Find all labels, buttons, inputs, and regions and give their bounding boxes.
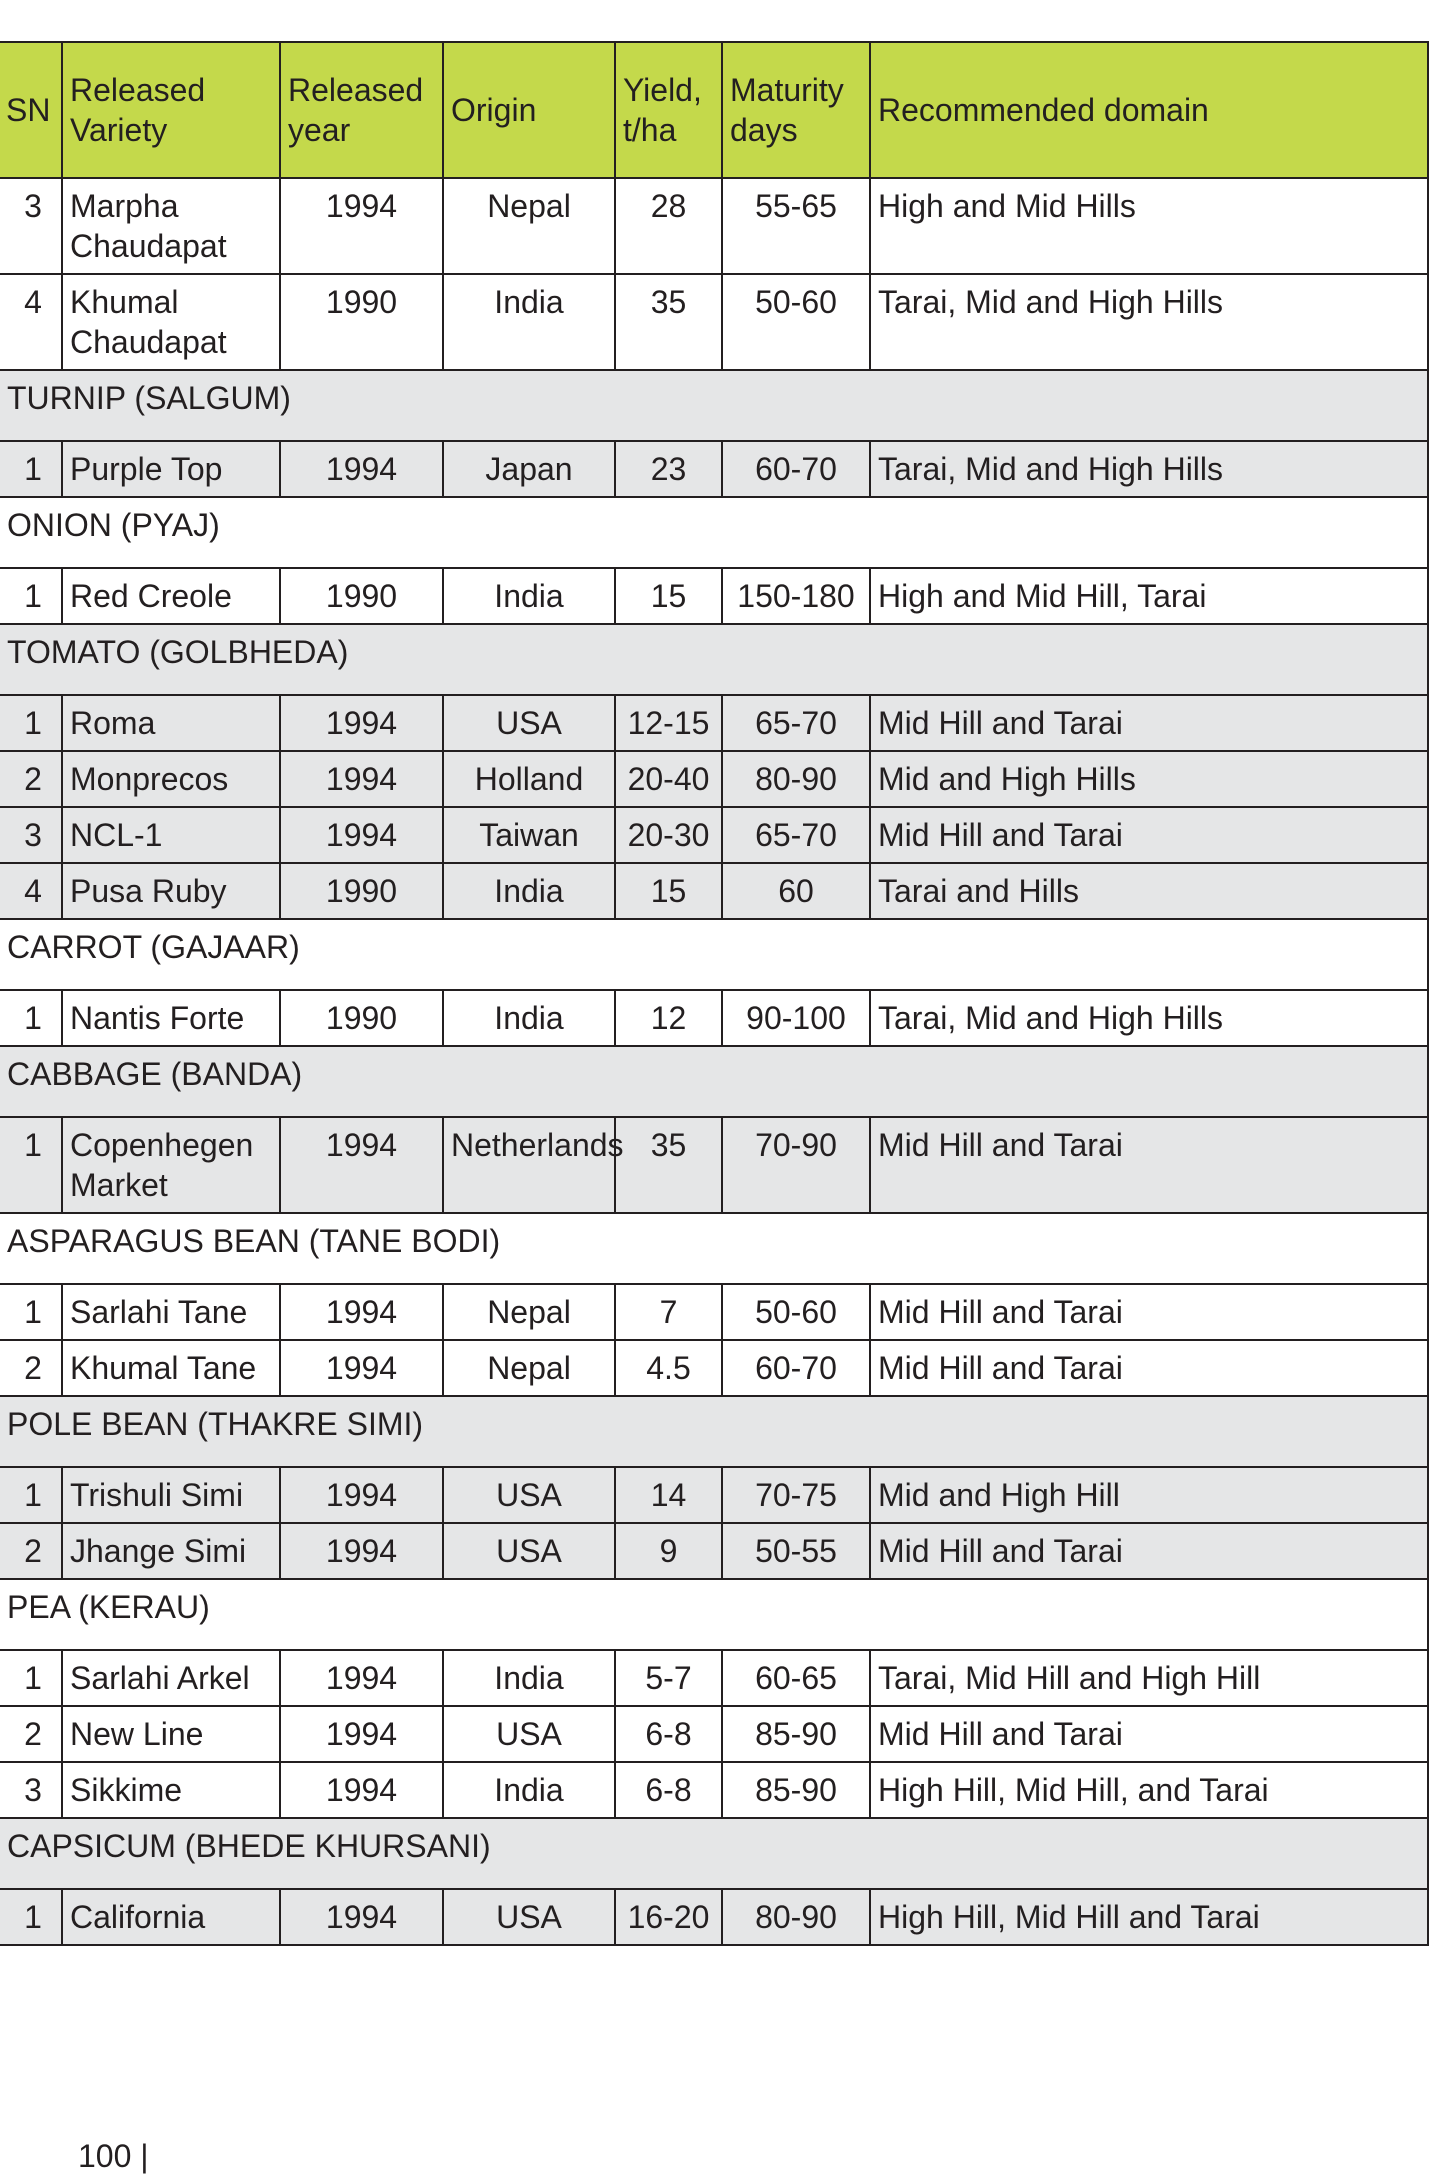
table-row xyxy=(0,1889,1428,1945)
cell-variety: New Line xyxy=(62,1706,280,1762)
crop-section-title: ONION (PYAJ) xyxy=(0,497,1428,568)
cell-maturity: 85-90 xyxy=(722,1706,870,1762)
cell-origin: India xyxy=(443,568,615,624)
cell-domain: Mid Hill and Tarai xyxy=(870,807,1428,863)
cell-sn: 4 xyxy=(0,274,62,370)
cell-year: 1990 xyxy=(280,274,443,370)
table-row xyxy=(0,178,1428,274)
table-row xyxy=(0,274,1428,370)
cell-yield: 15 xyxy=(615,568,722,624)
table-row xyxy=(0,1467,1428,1523)
cell-sn: 1 xyxy=(0,990,62,1046)
cell-yield: 20-40 xyxy=(615,751,722,807)
table-row xyxy=(0,990,1428,1046)
header-row xyxy=(0,42,1428,178)
cell-maturity: 55-65 xyxy=(722,178,870,274)
crop-section-title: CARROT (GAJAAR) xyxy=(0,919,1428,990)
cell-sn: 1 xyxy=(0,1650,62,1706)
cell-maturity: 90-100 xyxy=(722,990,870,1046)
cell-maturity: 70-75 xyxy=(722,1467,870,1523)
crop-section-title: CABBAGE (BANDA) xyxy=(0,1046,1428,1117)
cell-variety: Sarlahi Tane xyxy=(62,1284,280,1340)
cell-year: 1994 xyxy=(280,1340,443,1396)
cell-year: 1994 xyxy=(280,1284,443,1340)
cell-origin: India xyxy=(443,863,615,919)
cell-domain: Mid Hill and Tarai xyxy=(870,1117,1428,1213)
cell-origin: Holland xyxy=(443,751,615,807)
table-row xyxy=(0,1523,1428,1579)
cell-maturity: 50-60 xyxy=(722,1284,870,1340)
crop-section-title: TURNIP (SALGUM) xyxy=(0,370,1428,441)
cell-origin: USA xyxy=(443,1889,615,1945)
cell-sn: 1 xyxy=(0,1117,62,1213)
table-row xyxy=(0,863,1428,919)
table-body xyxy=(0,178,1428,1945)
cell-year: 1994 xyxy=(280,807,443,863)
cell-year: 1994 xyxy=(280,1467,443,1523)
header-yield: Yield, t/ha xyxy=(615,42,722,178)
cell-variety: Khumal Tane xyxy=(62,1340,280,1396)
cell-maturity: 80-90 xyxy=(722,751,870,807)
crop-section-title: ASPARAGUS BEAN (TANE BODI) xyxy=(0,1213,1428,1284)
page-number: 100 | xyxy=(78,2138,149,2174)
cell-yield: 23 xyxy=(615,441,722,497)
cell-year: 1994 xyxy=(280,1650,443,1706)
header-sn: SN xyxy=(0,42,62,178)
cell-yield: 16-20 xyxy=(615,1889,722,1945)
cell-domain: Mid Hill and Tarai xyxy=(870,695,1428,751)
cell-maturity: 60 xyxy=(722,863,870,919)
cell-year: 1994 xyxy=(280,1706,443,1762)
cell-sn: 1 xyxy=(0,441,62,497)
cell-sn: 2 xyxy=(0,1706,62,1762)
crop-section-title: POLE BEAN (THAKRE SIMI) xyxy=(0,1396,1428,1467)
cell-year: 1994 xyxy=(280,695,443,751)
crop-section-row xyxy=(0,1046,1428,1117)
cell-domain: Tarai, Mid and High Hills xyxy=(870,990,1428,1046)
header-variety: Released Variety xyxy=(62,42,280,178)
cell-yield: 15 xyxy=(615,863,722,919)
cell-variety: Trishuli Simi xyxy=(62,1467,280,1523)
header-domain: Recommended domain xyxy=(870,42,1428,178)
crop-section-row xyxy=(0,1213,1428,1284)
cell-yield: 28 xyxy=(615,178,722,274)
variety-table xyxy=(0,41,1429,1946)
cell-yield: 14 xyxy=(615,1467,722,1523)
cell-origin: India xyxy=(443,1650,615,1706)
cell-sn: 4 xyxy=(0,863,62,919)
cell-maturity: 65-70 xyxy=(722,695,870,751)
cell-year: 1994 xyxy=(280,441,443,497)
cell-sn: 2 xyxy=(0,751,62,807)
cell-yield: 35 xyxy=(615,274,722,370)
cell-variety: Khumal Chaudapat xyxy=(62,274,280,370)
cell-sn: 3 xyxy=(0,807,62,863)
cell-yield: 20-30 xyxy=(615,807,722,863)
table-row xyxy=(0,751,1428,807)
table-row xyxy=(0,1762,1428,1818)
cell-origin: USA xyxy=(443,695,615,751)
cell-yield: 12 xyxy=(615,990,722,1046)
table-row xyxy=(0,807,1428,863)
cell-domain: High and Mid Hill, Tarai xyxy=(870,568,1428,624)
cell-variety: Copenhegen Market xyxy=(62,1117,280,1213)
crop-section-row xyxy=(0,1396,1428,1467)
table-row xyxy=(0,568,1428,624)
cell-origin: India xyxy=(443,1762,615,1818)
crop-section-title: PEA (KERAU) xyxy=(0,1579,1428,1650)
cell-sn: 3 xyxy=(0,1762,62,1818)
cell-variety: Pusa Ruby xyxy=(62,863,280,919)
cell-maturity: 60-70 xyxy=(722,441,870,497)
cell-variety: NCL-1 xyxy=(62,807,280,863)
cell-domain: Tarai, Mid and High Hills xyxy=(870,441,1428,497)
crop-section-title: CAPSICUM (BHEDE KHURSANI) xyxy=(0,1818,1428,1889)
cell-origin: Nepal xyxy=(443,1340,615,1396)
cell-domain: Mid Hill and Tarai xyxy=(870,1284,1428,1340)
cell-yield: 12-15 xyxy=(615,695,722,751)
header-origin: Origin xyxy=(443,42,615,178)
cell-domain: High Hill, Mid Hill, and Tarai xyxy=(870,1762,1428,1818)
cell-maturity: 50-55 xyxy=(722,1523,870,1579)
cell-yield: 4.5 xyxy=(615,1340,722,1396)
cell-origin: India xyxy=(443,274,615,370)
table-row xyxy=(0,1284,1428,1340)
cell-origin: USA xyxy=(443,1467,615,1523)
cell-sn: 2 xyxy=(0,1340,62,1396)
cell-maturity: 85-90 xyxy=(722,1762,870,1818)
cell-origin: Taiwan xyxy=(443,807,615,863)
cell-domain: Mid Hill and Tarai xyxy=(870,1340,1428,1396)
cell-year: 1990 xyxy=(280,863,443,919)
cell-sn: 1 xyxy=(0,1889,62,1945)
cell-origin: Nepal xyxy=(443,1284,615,1340)
crop-section-row xyxy=(0,1579,1428,1650)
crop-section-row xyxy=(0,497,1428,568)
cell-origin: India xyxy=(443,990,615,1046)
cell-maturity: 60-70 xyxy=(722,1340,870,1396)
table-row xyxy=(0,695,1428,751)
cell-year: 1994 xyxy=(280,1762,443,1818)
crop-section-row xyxy=(0,370,1428,441)
cell-origin: Japan xyxy=(443,441,615,497)
cell-domain: Mid Hill and Tarai xyxy=(870,1706,1428,1762)
table-row xyxy=(0,1117,1428,1213)
cell-year: 1990 xyxy=(280,568,443,624)
cell-yield: 5-7 xyxy=(615,1650,722,1706)
cell-year: 1994 xyxy=(280,1889,443,1945)
crop-section-row xyxy=(0,1818,1428,1889)
crop-section-title: TOMATO (GOLBHEDA) xyxy=(0,624,1428,695)
crop-section-row xyxy=(0,919,1428,990)
cell-variety: Monprecos xyxy=(62,751,280,807)
cell-year: 1994 xyxy=(280,1117,443,1213)
cell-maturity: 80-90 xyxy=(722,1889,870,1945)
cell-variety: Red Creole xyxy=(62,568,280,624)
cell-domain: Tarai, Mid and High Hills xyxy=(870,274,1428,370)
cell-sn: 1 xyxy=(0,568,62,624)
cell-variety: Sarlahi Arkel xyxy=(62,1650,280,1706)
cell-sn: 1 xyxy=(0,1284,62,1340)
cell-sn: 2 xyxy=(0,1523,62,1579)
cell-variety: California xyxy=(62,1889,280,1945)
table-row xyxy=(0,1340,1428,1396)
cell-domain: Tarai and Hills xyxy=(870,863,1428,919)
cell-origin: Nepal xyxy=(443,178,615,274)
cell-yield: 9 xyxy=(615,1523,722,1579)
cell-sn: 1 xyxy=(0,1467,62,1523)
cell-domain: High and Mid Hills xyxy=(870,178,1428,274)
cell-yield: 7 xyxy=(615,1284,722,1340)
cell-domain: Tarai, Mid Hill and High Hill xyxy=(870,1650,1428,1706)
cell-domain: Mid Hill and Tarai xyxy=(870,1523,1428,1579)
cell-variety: Purple Top xyxy=(62,441,280,497)
cell-variety: Marpha Chaudapat xyxy=(62,178,280,274)
cell-domain: High Hill, Mid Hill and Tarai xyxy=(870,1889,1428,1945)
cell-domain: Mid and High Hill xyxy=(870,1467,1428,1523)
table-row xyxy=(0,1706,1428,1762)
cell-year: 1990 xyxy=(280,990,443,1046)
table-row xyxy=(0,1650,1428,1706)
crop-section-row xyxy=(0,624,1428,695)
cell-maturity: 70-90 xyxy=(722,1117,870,1213)
cell-variety: Sikkime xyxy=(62,1762,280,1818)
cell-origin: Netherlands xyxy=(443,1117,615,1213)
header-maturity: Maturity days xyxy=(722,42,870,178)
cell-year: 1994 xyxy=(280,751,443,807)
cell-maturity: 50-60 xyxy=(722,274,870,370)
header-year: Released year xyxy=(280,42,443,178)
cell-maturity: 150-180 xyxy=(722,568,870,624)
cell-variety: Nantis Forte xyxy=(62,990,280,1046)
cell-sn: 1 xyxy=(0,695,62,751)
cell-variety: Roma xyxy=(62,695,280,751)
cell-origin: USA xyxy=(443,1706,615,1762)
cell-year: 1994 xyxy=(280,1523,443,1579)
cell-yield: 6-8 xyxy=(615,1762,722,1818)
cell-yield: 35 xyxy=(615,1117,722,1213)
cell-variety: Jhange Simi xyxy=(62,1523,280,1579)
cell-domain: Mid and High Hills xyxy=(870,751,1428,807)
cell-sn: 3 xyxy=(0,178,62,274)
cell-origin: USA xyxy=(443,1523,615,1579)
table-row xyxy=(0,441,1428,497)
cell-maturity: 65-70 xyxy=(722,807,870,863)
cell-maturity: 60-65 xyxy=(722,1650,870,1706)
cell-yield: 6-8 xyxy=(615,1706,722,1762)
cell-year: 1994 xyxy=(280,178,443,274)
